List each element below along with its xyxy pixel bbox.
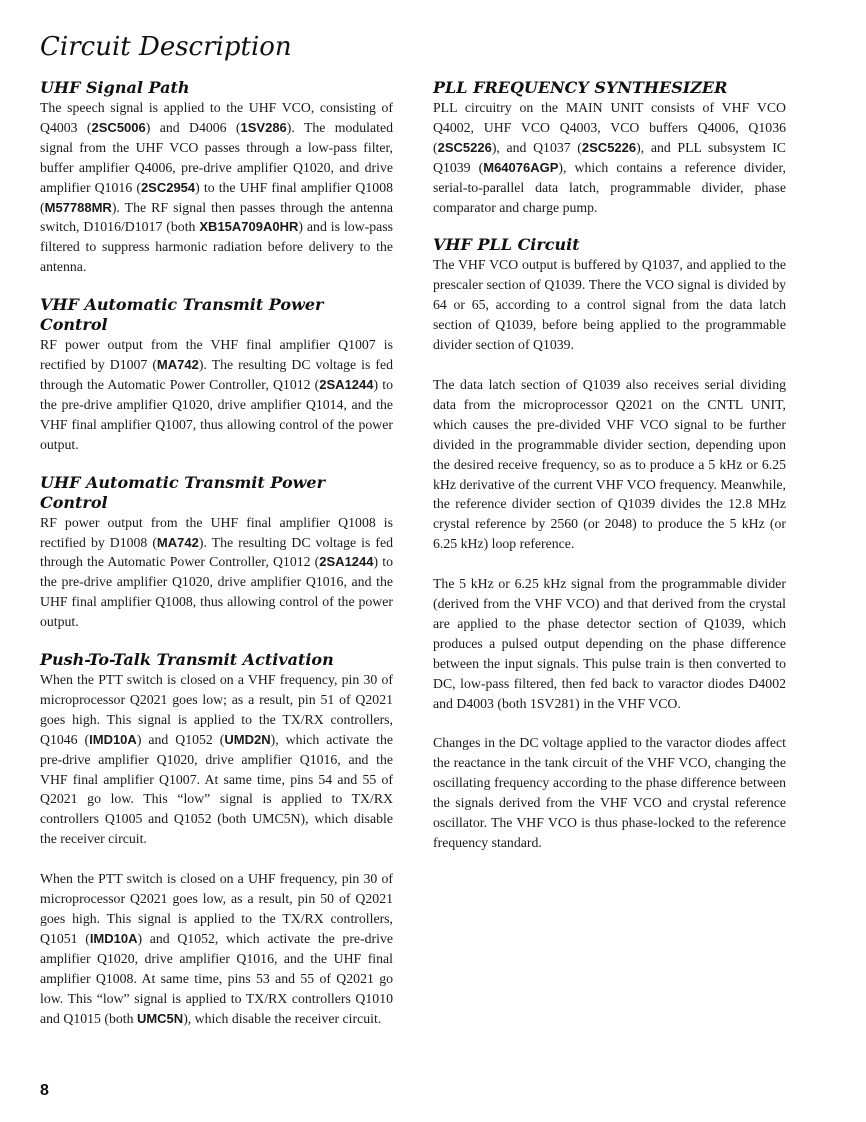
part-number: 1SV286	[240, 119, 287, 135]
body-paragraph: The 5 kHz or 6.25 kHz signal from the programmable divider (derived from the VHF VCO) and that derived from the crystal are applied to the phase detector section of Q1039, which produces a pulsed output depending on the phase difference between the input signals. This pulse train is then converted to DC, low-pass filtered, then fed back to varactor diodes D4002 and D4003 (both 1SV281) in the VHF VCO.	[433, 576, 786, 711]
section-spacer	[40, 455, 393, 473]
section-pll-frequency-synthesizer	[433, 78, 786, 217]
section-heading: PLL FREQUENCY SYNTHESIZER	[433, 78, 728, 97]
part-number: UMC5N	[136, 1010, 184, 1026]
body-paragraph: When the PTT switch is closed on a UHF frequency, pin 30 of microprocessor Q2021 goes low, as a result, pin 50 of Q2021 goes high. This signal is applied to the TX/RX controllers, Q1051 (IMD10A) and Q1052, which activate the pre-drive amplifier Q1020, drive amplifier Q1016, and the UHF final amplifier Q1008. At same time, pins 53 and 55 of Q2021 go low. This “low” signal is applied to TX/RX controllers Q1010 and Q1015 (both UMC5N), which disable the receiver circuit.	[40, 871, 393, 1026]
section-heading: Push-To-Talk Transmit Activation	[40, 650, 334, 670]
body-paragraph: The VHF VCO output is buffered by Q1037, and applied to the prescaler section of Q1039. There the VCO signal is divided by 64 or 65, according to a control signal from the data latch section of Q1039, before being applied to the programmable divider section of Q1039.	[433, 257, 786, 353]
part-number: 2SA1244	[319, 376, 374, 392]
part-number: M64076AGP	[483, 159, 559, 175]
body-paragraph: RF power output from the VHF final amplifier Q1007 is rectified by D1007 (MA742). The resulting DC voltage is fed through the Automatic Power Controller, Q1012 (2SA1244) to the pre-drive amplifier Q1020, drive amplifier Q1014, and the VHF final amplifier Q1007, thus allowing control of the power output.	[40, 337, 393, 452]
section-uhf-automatic-transmit-power-control	[40, 473, 393, 632]
part-number: MA742	[156, 534, 199, 550]
body-paragraph: When the PTT switch is closed on a VHF frequency, pin 30 of microprocessor Q2021 goes low; as a result, pin 51 of Q2021 goes high. This signal is applied to the TX/RX controllers, Q1046 (IMD10A) and Q1052 (UMD2N), which activate the pre-drive amplifier Q1020, drive amplifier Q1016, and the VHF final amplifier Q1007. At same time, pins 54 and 55 of Q2021 go low. This “low” signal is applied to TX/RX controllers Q1005 and Q1052 (both UMC5N), which disable the receiver circuit.	[40, 672, 394, 847]
body-paragraph: Changes in the DC voltage applied to the varactor diodes affect the reactance in the tank circuit of the VHF VCO, changing the oscillating frequency according to the phase difference between the signals derived from the VHF VCO and crystal reference oscillator. The VHF VCO is thus phase-locked to the reference frequency standard.	[433, 735, 786, 850]
section-heading: UHF Signal Path	[40, 78, 190, 97]
part-number: 2SA1244	[319, 554, 374, 570]
part-number: 2SC2954	[140, 179, 196, 195]
part-number: XB15A709A0HR	[199, 219, 299, 235]
part-number: M57788MR	[44, 199, 112, 215]
paragraph-spacer	[40, 849, 393, 869]
body-paragraph: PLL circuitry on the MAIN UNIT consists of VHF VCO Q4002, UHF VCO Q4003, VCO buffers Q4006, Q1036 (2SC5226), and Q1037 (2SC5226), and PLL subsystem IC Q1039 (M64076AGP), which contains a reference divider, serial-to-parallel data latch, programmable divider, phase comparator and charge pump.	[433, 100, 786, 215]
section-spacer	[40, 632, 393, 650]
body-paragraph: The speech signal is applied to the UHF VCO, consisting of Q4003 (2SC5006) and D4006 (1SV286). The modulated signal from the UHF VCO passes through a low-pass filter, buffer amplifier Q4006, pre-drive amplifier Q1020, and drive amplifier Q1016 (2SC2954) to the UHF final amplifier Q1008 (M57788MR). The RF signal then passes through the antenna switch, D1016/D1017 (both XB15A709A0HR) and is low-pass filtered to suppress harmonic radiation before delivery to the antenna.	[40, 100, 393, 275]
section-spacer	[40, 277, 393, 295]
section-uhf-signal-path	[40, 78, 393, 277]
page-title: Circuit Description	[40, 32, 292, 62]
part-number: 2SC5226	[581, 139, 637, 155]
section-push-to-talk-transmit-activation	[40, 650, 393, 1028]
body-paragraph: RF power output from the UHF final amplifier Q1008 is rectified by D1008 (MA742). The resulting DC voltage is fed through the Automatic Power Controller, Q1012 (2SA1244) to the pre-drive amplifier Q1020, drive amplifier Q1016, and the UHF final amplifier Q1008, thus allowing control of the power output.	[40, 514, 393, 630]
paragraph-spacer	[433, 713, 786, 733]
section-heading: UHF Automatic Transmit Power Control	[40, 472, 325, 512]
section-vhf-automatic-transmit-power-control	[40, 295, 393, 454]
part-number: MA742	[156, 357, 199, 373]
section-vhf-pll-circuit	[433, 235, 786, 852]
section-heading: VHF PLL Circuit	[433, 235, 580, 255]
body-paragraph: The data latch section of Q1039 also receives serial dividing data from the microprocessor Q2021 on the CNTL UNIT, which causes the pre-divided VHF VCO signal to be further divided in the programmable divider section, depending upon the desired receive frequency, so as to produce a 5 kHz or 6.25 kHz derivative of the current VHF VCO frequency. Meanwhile, the reference divider section of Q1039 divides the 12.8 MHz crystal reference by 2560 (or 2048) to produce the 5 kHz (or 6.25 kHz) loop reference.	[433, 376, 786, 552]
part-number: UMD2N	[224, 731, 271, 747]
part-number: 2SC5226	[437, 139, 492, 155]
part-number: IMD10A	[89, 731, 137, 747]
page-number: 8	[40, 1082, 49, 1099]
part-number: 2SC5006	[91, 119, 146, 135]
paragraph-spacer	[433, 554, 786, 574]
left-column	[40, 78, 393, 1028]
section-spacer	[433, 217, 786, 235]
section-heading: VHF Automatic Transmit Power Control	[40, 295, 324, 335]
paragraph-spacer	[433, 355, 786, 375]
part-number: IMD10A	[89, 930, 138, 946]
right-column	[433, 78, 786, 853]
